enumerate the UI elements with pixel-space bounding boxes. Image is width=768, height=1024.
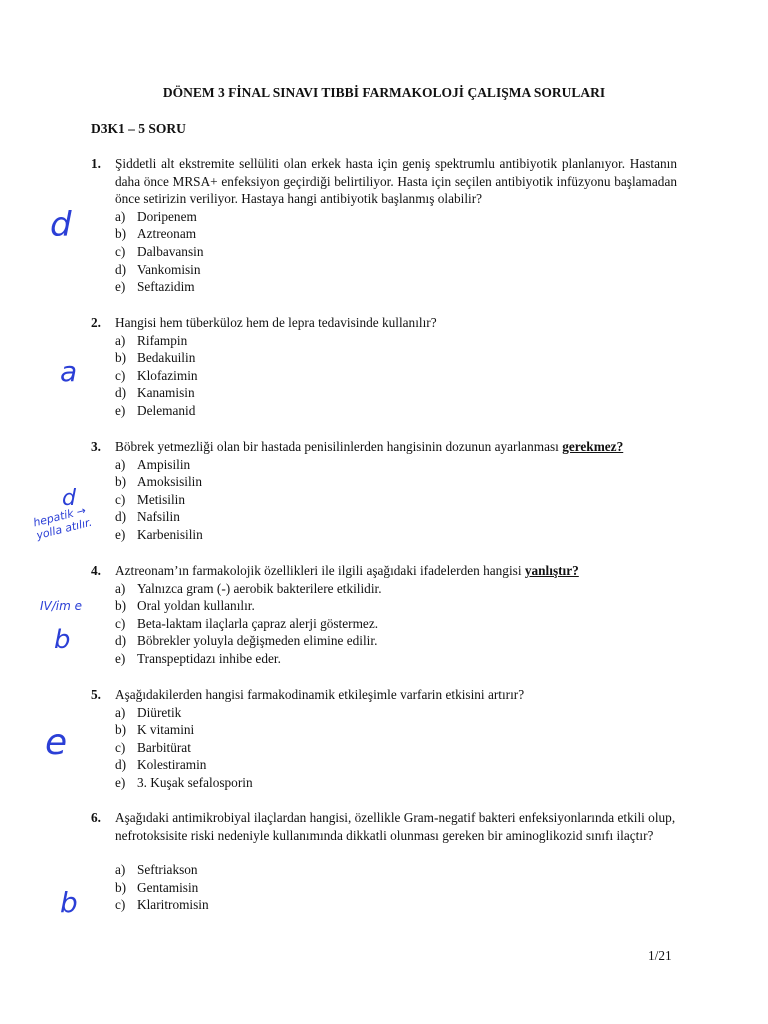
option-text: Klofazimin (137, 367, 198, 383)
question-text: Aztreonam’ın farmakolojik özellikleri ile ilgili aşağıdaki ifadelerden hangisi yanlıştır? (115, 563, 579, 578)
option-letter: e) (115, 774, 126, 790)
question-5 (91, 686, 677, 792)
option-text: Böbrekler yoluyla değişmeden elimine edilir. (137, 633, 378, 649)
question-number: 6. (91, 810, 101, 825)
option-e (115, 526, 677, 544)
option-text: Transpeptidazı inhibe eder. (137, 650, 281, 666)
option-text: Vankomisin (137, 261, 201, 277)
option-letter: b) (115, 474, 127, 490)
option-text: Beta-laktam ilaçlarla çapraz alerji göstermez. (137, 615, 379, 631)
option-d (115, 261, 677, 279)
option-d (115, 384, 677, 402)
option-e (115, 650, 677, 668)
option-text: Amoksisilin (137, 474, 203, 490)
option-text: Nafsilin (137, 509, 180, 525)
handwritten-note-q3: hepatik → yolla atılır. (31, 503, 94, 543)
option-letter: b) (115, 722, 127, 738)
option-text: Metisilin (137, 491, 186, 507)
option-d (115, 508, 677, 526)
question-text: Böbrek yetmezliği olan bir hastada penisilinlerden hangisinin dozunun ayarlanması gerekmez? (115, 439, 624, 454)
question-number: 2. (91, 315, 101, 330)
option-letter: c) (115, 615, 126, 631)
option-a (115, 861, 677, 879)
option-c (115, 491, 677, 509)
emphasis-text: gerekmez? (562, 439, 624, 454)
handwritten-answer-q2: a (60, 355, 78, 388)
option-letter: e) (115, 279, 126, 295)
question-4 (91, 562, 677, 668)
options-list (115, 704, 677, 792)
option-letter: e) (115, 402, 126, 418)
option-b (115, 225, 677, 243)
option-e (115, 402, 677, 420)
option-letter: a) (115, 456, 126, 472)
page-number: 1/21 (648, 948, 672, 963)
option-b (115, 597, 677, 615)
section-heading: D3K1 – 5 SORU (91, 121, 186, 136)
emphasis-text: yanlıştır? (524, 563, 579, 578)
option-d (115, 756, 677, 774)
option-letter: c) (115, 491, 126, 507)
option-letter: b) (115, 598, 127, 614)
option-letter: b) (115, 350, 127, 366)
question-text: Hangisi hem tüberküloz hem de lepra tedavisinde kullanılır? (115, 315, 437, 330)
option-text: Diüretik (137, 704, 182, 720)
option-text: Kolestiramin (137, 757, 207, 773)
question-number: 5. (91, 687, 101, 702)
option-text: Yalnızca gram (-) aerobik bakterilere etkilidir. (137, 580, 382, 596)
question-number: 4. (91, 563, 101, 578)
question-6 (91, 809, 677, 914)
option-letter: a) (115, 704, 126, 720)
option-text: Delemanid (137, 402, 196, 418)
option-text: Barbitürat (137, 739, 191, 755)
option-letter: a) (115, 862, 126, 878)
option-b (115, 879, 677, 897)
option-b (115, 721, 677, 739)
option-c (115, 896, 677, 914)
option-e (115, 278, 677, 296)
option-a (115, 704, 677, 722)
options-list (115, 456, 677, 544)
handwritten-answer-q4: b (54, 625, 71, 655)
option-text: Rifampin (137, 332, 188, 348)
option-text: Dalbavansin (137, 243, 204, 259)
option-b (115, 473, 677, 491)
option-letter: c) (115, 897, 126, 913)
option-letter: e) (115, 526, 126, 542)
option-e (115, 774, 677, 792)
document-title: DÖNEM 3 FİNAL SINAVI TIBBİ FARMAKOLOJİ ÇALIŞMA SORULARI (162, 85, 606, 100)
option-letter: a) (115, 208, 126, 224)
option-letter: a) (115, 580, 126, 596)
option-text: Ampisilin (137, 456, 191, 472)
option-text: Oral yoldan kullanılır. (137, 598, 255, 614)
option-a (115, 332, 677, 350)
question-1 (91, 155, 677, 296)
handwritten-note-q4: IV/im e (40, 599, 83, 613)
option-letter: d) (115, 261, 127, 277)
options-list (115, 332, 677, 420)
option-text: 3. Kuşak sefalosporin (137, 774, 253, 790)
option-text: Doripenem (137, 208, 197, 224)
option-c (115, 739, 677, 757)
option-letter: a) (115, 332, 126, 348)
question-number: 1. (91, 156, 101, 171)
option-letter: d) (115, 509, 127, 525)
handwritten-answer-q3: d (62, 486, 76, 511)
option-d (115, 632, 677, 650)
question-number: 3. (91, 439, 101, 454)
option-letter: b) (115, 226, 127, 242)
question-text: Aşağıdaki antimikrobiyal ilaçlardan hangisi, özellikle Gram-negatif bakteri enfeksiyonlarında etkili olup, nefrotoksisite riski nedeniyle kullanımında dikkatli olunması gereken bir aminoglikozid sınıfı ilaçtır? (115, 810, 676, 843)
option-text: Kanamisin (137, 385, 195, 401)
option-letter: c) (115, 243, 126, 259)
option-c (115, 367, 677, 385)
option-a (115, 580, 677, 598)
handwritten-answer-q1: d (50, 205, 72, 245)
option-letter: d) (115, 385, 127, 401)
option-c (115, 615, 677, 633)
question-2 (91, 314, 677, 420)
option-a (115, 456, 677, 474)
option-c (115, 243, 677, 261)
option-letter: d) (115, 757, 127, 773)
question-text: Şiddetli alt ekstremite sellüliti olan erkek hasta için geniş spektrumlu antibiyotik planlanıyor. Hastanın daha önce MRSA+ enfeksiyon geçirdiği belirtiliyor. Hasta için seçilen antibiyotik infüzyonu başlamadan önce setirizin veriliyor. Hastaya hangi antibiyotik başlanmış olabilir? (115, 156, 677, 207)
option-text: Gentamisin (137, 879, 199, 895)
handwritten-answer-q6: b (60, 886, 78, 919)
option-letter: d) (115, 633, 127, 649)
option-letter: c) (115, 367, 126, 383)
option-letter: e) (115, 650, 126, 666)
option-a (115, 208, 677, 226)
question-text: Aşağıdakilerden hangisi farmakodinamik etkileşimle varfarin etkisini artırır? (115, 687, 525, 702)
option-text: Karbenisilin (137, 526, 203, 542)
option-text: Bedakuilin (137, 350, 196, 366)
options-list (115, 208, 677, 296)
options-list (115, 580, 677, 668)
options-list (115, 861, 677, 914)
option-text: K vitamini (137, 722, 195, 738)
question-3 (91, 438, 677, 544)
option-letter: b) (115, 879, 127, 895)
handwritten-answer-q5: e (45, 722, 68, 763)
option-text: Seftriakson (137, 862, 198, 878)
option-letter: c) (115, 739, 126, 755)
option-text: Klaritromisin (137, 897, 209, 913)
option-b (115, 349, 677, 367)
option-text: Seftazidim (137, 279, 195, 295)
option-text: Aztreonam (137, 226, 197, 242)
